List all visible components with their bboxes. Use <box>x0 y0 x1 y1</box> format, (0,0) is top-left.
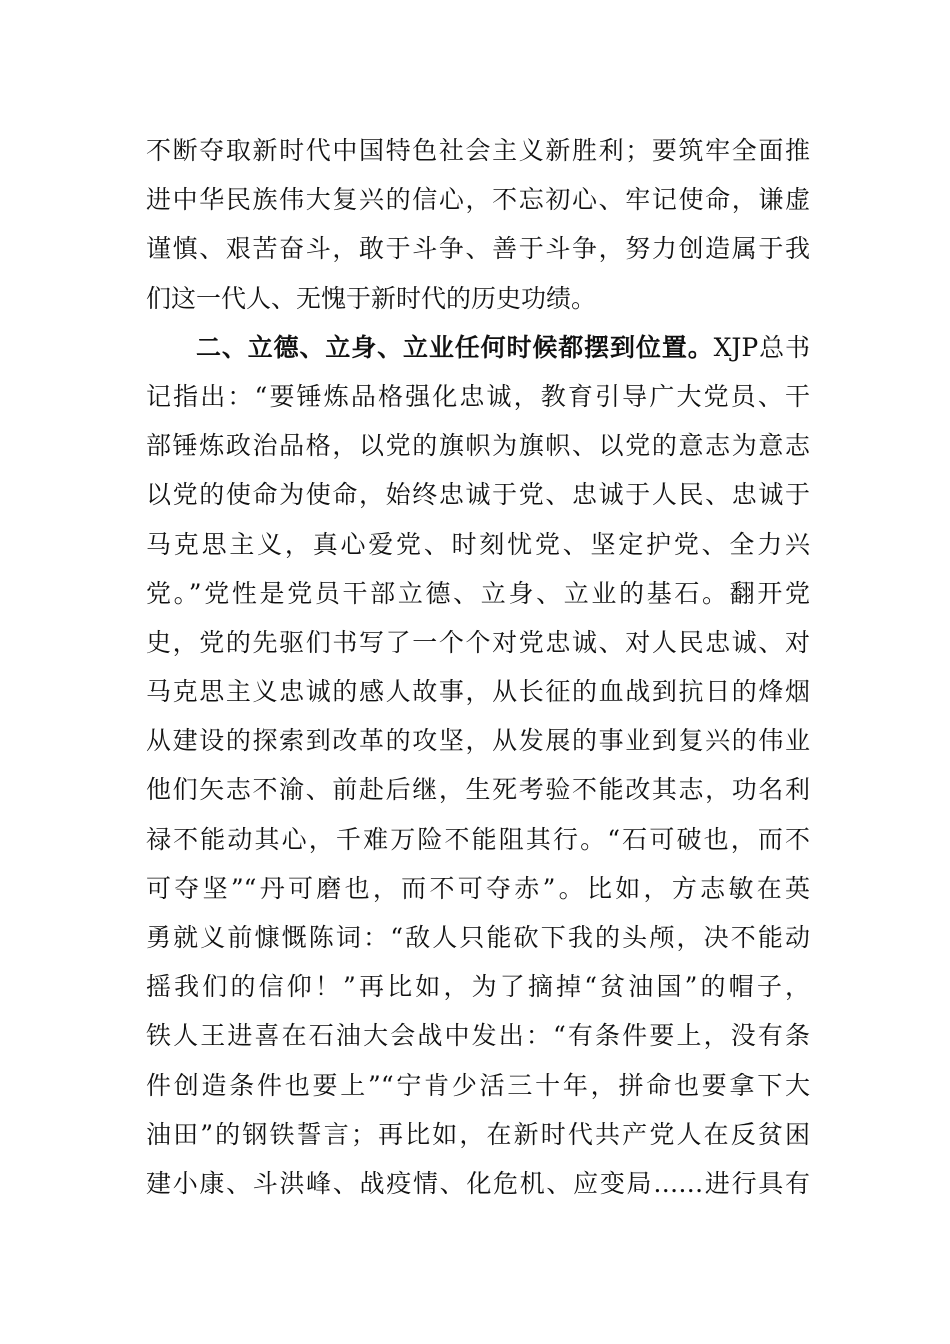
section-heading-line <box>146 323 810 372</box>
text-line-12: 马克思主义忠诚的感人故事，从长征的血战到抗日的烽烟 <box>146 677 810 707</box>
text-line-21: 油田”的钢铁誓言；再比如，在新时代共产党人在反贫困 <box>146 1119 810 1149</box>
text-line-14: 他们矢志不渝、前赴后继，生死考验不能改其志，功名利 <box>146 775 810 805</box>
section-heading: 二、立德、立身、立业任何时候都摆到位置。 <box>196 332 714 362</box>
text-line-13: 从建设的探索到改革的攻坚，从发展的事业到复兴的伟业 <box>146 726 810 756</box>
text-line-19: 铁人王进喜在石油大会战中发出：“有条件要上，没有条 <box>146 1021 810 1051</box>
text-line-8: 以党的使命为使命，始终忠诚于党、忠诚于人民、忠诚于 <box>146 480 810 510</box>
text-line-11: 史，党的先驱们书写了一个个对党忠诚、对人民忠诚、对 <box>146 627 810 657</box>
text-line-7: 部锤炼政治品格，以党的旗帜为旗帜、以党的意志为意志 <box>146 431 810 461</box>
text-line-22: 建小康、斗洪峰、战疫情、化危机、应变局……进行具有 <box>146 1168 810 1198</box>
text-line-15: 禄不能动其心，千难万险不能阻其行。“石可破也，而不 <box>146 824 810 854</box>
text-line-16: 可夺坚”“丹可磨也，而不可夺赤”。比如，方志敏在英 <box>146 873 810 903</box>
body-text <box>146 126 810 1208</box>
text-line-17: 勇就义前慷慨陈词：“敌人只能砍下我的头颅，决不能动 <box>146 923 810 952</box>
text-line-9: 马克思主义，真心爱党、时刻忧党、坚定护党、全力兴 <box>146 529 810 559</box>
text-line-4: 们这一代人、无愧于新时代的历史功绩。 <box>146 283 597 313</box>
text-line-3: 谨慎、艰苦奋斗，敢于斗争、善于斗争，努力创造属于我 <box>146 234 810 264</box>
text-line-1: 不断夺取新时代中国特色社会主义新胜利；要筑牢全面推 <box>146 136 810 165</box>
text-line-6: 记指出：“要锤炼品格强化忠诚，教育引导广大党员、干 <box>146 381 810 411</box>
text-line-18: 摇我们的信仰！”再比如，为了摘掉“贫油国”的帽子， <box>146 972 810 1002</box>
text-line-2: 进中华民族伟大复兴的信心，不忘初心、牢记使命，谦虚 <box>146 185 810 215</box>
text-line-10: 党。”党性是党员干部立德、立身、立业的基石。翻开党 <box>146 578 810 608</box>
text-line-20: 件创造条件也要上”“宁肯少活三十年，拼命也要拿下大 <box>146 1070 810 1100</box>
section-heading-continuation: XJP总书 <box>713 332 810 362</box>
